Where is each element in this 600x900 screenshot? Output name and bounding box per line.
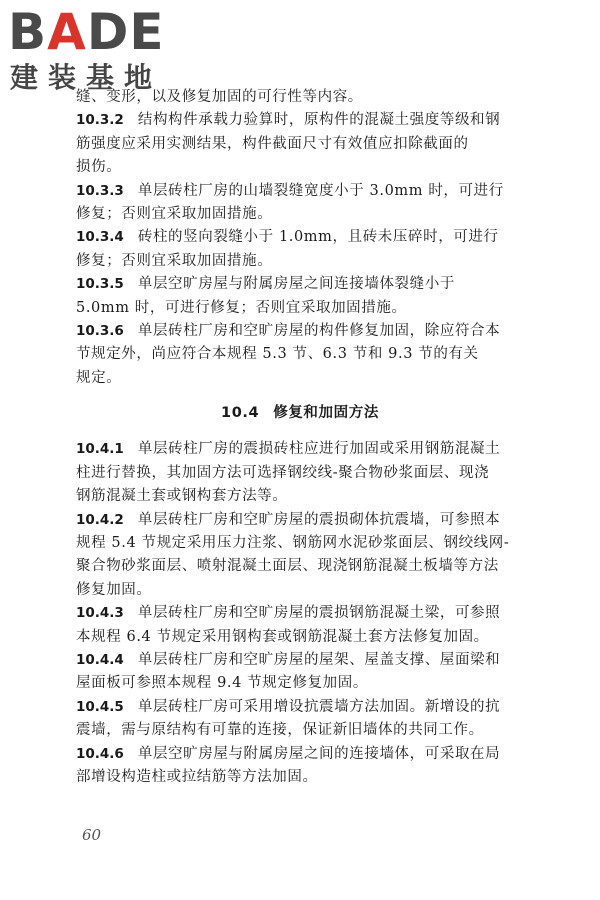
clause-text: 单层砖柱厂房的山墙裂缝宽度小于 3.0mm 时，可进行 xyxy=(137,182,504,199)
clause-10-4-5 xyxy=(76,696,524,743)
clause-10-4-6 xyxy=(76,743,524,790)
text-line xyxy=(76,719,524,742)
text-line xyxy=(76,343,524,366)
clauses-10-4 xyxy=(76,438,524,789)
clause-text: 单层砖柱厂房和空旷房屋的震损砌体抗震墙，可参照本 xyxy=(137,511,501,528)
clause-text: 聚合物砂浆面层、喷射混凝土面层、现浇钢筋混凝土板墙等方法 xyxy=(76,558,499,575)
text-line xyxy=(76,509,524,532)
clause-10-3-3 xyxy=(76,180,524,227)
clause-text: 规程 5.4 节规定采用压力注浆、钢筋网水泥砂浆面层、钢绞线网- xyxy=(76,534,510,551)
clause-number: 10.3.4 xyxy=(76,229,124,246)
text-line xyxy=(76,156,524,179)
clause-number: 10.3.5 xyxy=(76,276,124,293)
text-line xyxy=(76,133,524,156)
text-line xyxy=(76,203,524,226)
clause-10-3-2 xyxy=(76,109,524,179)
clause-10-4-4 xyxy=(76,649,524,696)
text-line xyxy=(76,532,524,555)
clause-text: 修复加固。 xyxy=(76,581,152,598)
clause-text: 单层砖柱厂房的震损砖柱应进行加固或采用钢筋混凝土 xyxy=(137,441,501,458)
text-line xyxy=(76,626,524,649)
bade-logo xyxy=(8,4,178,96)
text-line xyxy=(76,250,524,273)
clause-number: 10.3.2 xyxy=(76,112,124,129)
clause-number: 10.4.1 xyxy=(76,441,124,458)
clause-text: 本规程 6.4 节规定采用钢构套或钢筋混凝土套方法修复加固。 xyxy=(76,628,489,645)
logo-wordmark: BADE xyxy=(8,3,165,61)
text-line xyxy=(76,297,524,320)
text-line xyxy=(76,462,524,485)
clause-text: 震墙，需与原结构有可靠的连接，保证新旧墙体的共同工作。 xyxy=(76,722,484,739)
text-line xyxy=(76,579,524,602)
clause-text: 修复；否则宜采取加固措施。 xyxy=(76,206,273,223)
clause-text: 节规定外，尚应符合本规程 5.3 节、6.3 节和 9.3 节的有关 xyxy=(76,346,479,363)
clause-text: 规定。 xyxy=(76,369,122,386)
text-line xyxy=(76,367,524,390)
clause-text: 5.0mm 时，可进行修复；否则宜采取加固措施。 xyxy=(76,299,407,316)
document-body xyxy=(76,86,524,789)
clause-text: 单层砖柱厂房和空旷房屋的屋架、屋盖支撑、屋面梁和 xyxy=(137,651,501,668)
clause-text: 柱进行替换，其加固方法可选择钢绞线-聚合物砂浆面层、现浇 xyxy=(76,464,490,481)
text-line xyxy=(76,438,524,461)
text-line xyxy=(76,320,524,343)
clause-number: 10.4.5 xyxy=(76,698,124,715)
text-line xyxy=(76,602,524,625)
clause-10-3-5 xyxy=(76,273,524,320)
text-line xyxy=(76,555,524,578)
clause-10-4-2 xyxy=(76,509,524,603)
clause-number: 10.3.6 xyxy=(76,323,124,340)
clause-text: 单层空旷房屋与附属房屋之间连接墙体裂缝小于 xyxy=(137,276,455,293)
text-line xyxy=(76,180,524,203)
clause-text: 钢筋混凝土套或钢构套方法等。 xyxy=(76,488,288,505)
clause-text: 缝、变形，以及修复加固的可行性等内容。 xyxy=(76,89,363,105)
clause-text: 砖柱的竖向裂缝小于 1.0mm，且砖未压碎时，可进行 xyxy=(137,229,499,246)
text-line xyxy=(76,766,524,789)
clause-text: 单层砖柱厂房可采用增设抗震墙方法加固。新增设的抗 xyxy=(137,698,501,715)
text-line xyxy=(76,226,524,249)
text-line xyxy=(76,485,524,508)
clause-10-3-6 xyxy=(76,320,524,390)
clause-text: 部增设构造柱或拉结筋等方法加固。 xyxy=(76,768,318,785)
clause-text: 单层砖柱厂房和空旷房屋的震损钢筋混凝土梁，可参照 xyxy=(137,605,501,622)
clause-text: 屋面板可参照本规程 9.4 节规定修复加固。 xyxy=(76,675,368,692)
clauses-10-3 xyxy=(76,86,524,390)
clause-10-4-3 xyxy=(76,602,524,649)
text-line xyxy=(76,86,524,109)
clause-number: 10.4.6 xyxy=(76,745,124,762)
section-heading-10-4: 10.4 修复和加固方法 xyxy=(221,405,379,422)
clause-text: 损伤。 xyxy=(76,159,122,176)
text-line xyxy=(76,696,524,719)
clause-number: 10.4.3 xyxy=(76,605,124,622)
clause-number: 10.4.4 xyxy=(76,651,124,668)
clause-text: 单层空旷房屋与附属房屋之间的连接墙体，可采取在局 xyxy=(137,745,501,762)
clause-10-4-1 xyxy=(76,438,524,508)
page-number: 60 xyxy=(82,826,102,844)
text-line xyxy=(76,649,524,672)
text-line xyxy=(76,743,524,766)
clause-text: 单层砖柱厂房和空旷房屋的构件修复加固，除应符合本 xyxy=(137,323,501,340)
clause-number: 10.4.2 xyxy=(76,511,124,528)
clause-text: 筋强度应采用实测结果，构件截面尺寸有效值应扣除截面的 xyxy=(76,135,469,152)
clause-10-3-4 xyxy=(76,226,524,273)
text-line xyxy=(76,672,524,695)
logo-chinese-text: 建装基地 xyxy=(10,61,163,94)
continued-paragraph xyxy=(76,86,524,109)
text-line xyxy=(76,109,524,132)
text-line xyxy=(76,273,524,296)
clause-text: 修复；否则宜采取加固措施。 xyxy=(76,252,273,269)
clause-text: 结构构件承载力验算时，原构件的混凝土强度等级和钢 xyxy=(137,112,501,129)
clause-number: 10.3.3 xyxy=(76,182,124,199)
